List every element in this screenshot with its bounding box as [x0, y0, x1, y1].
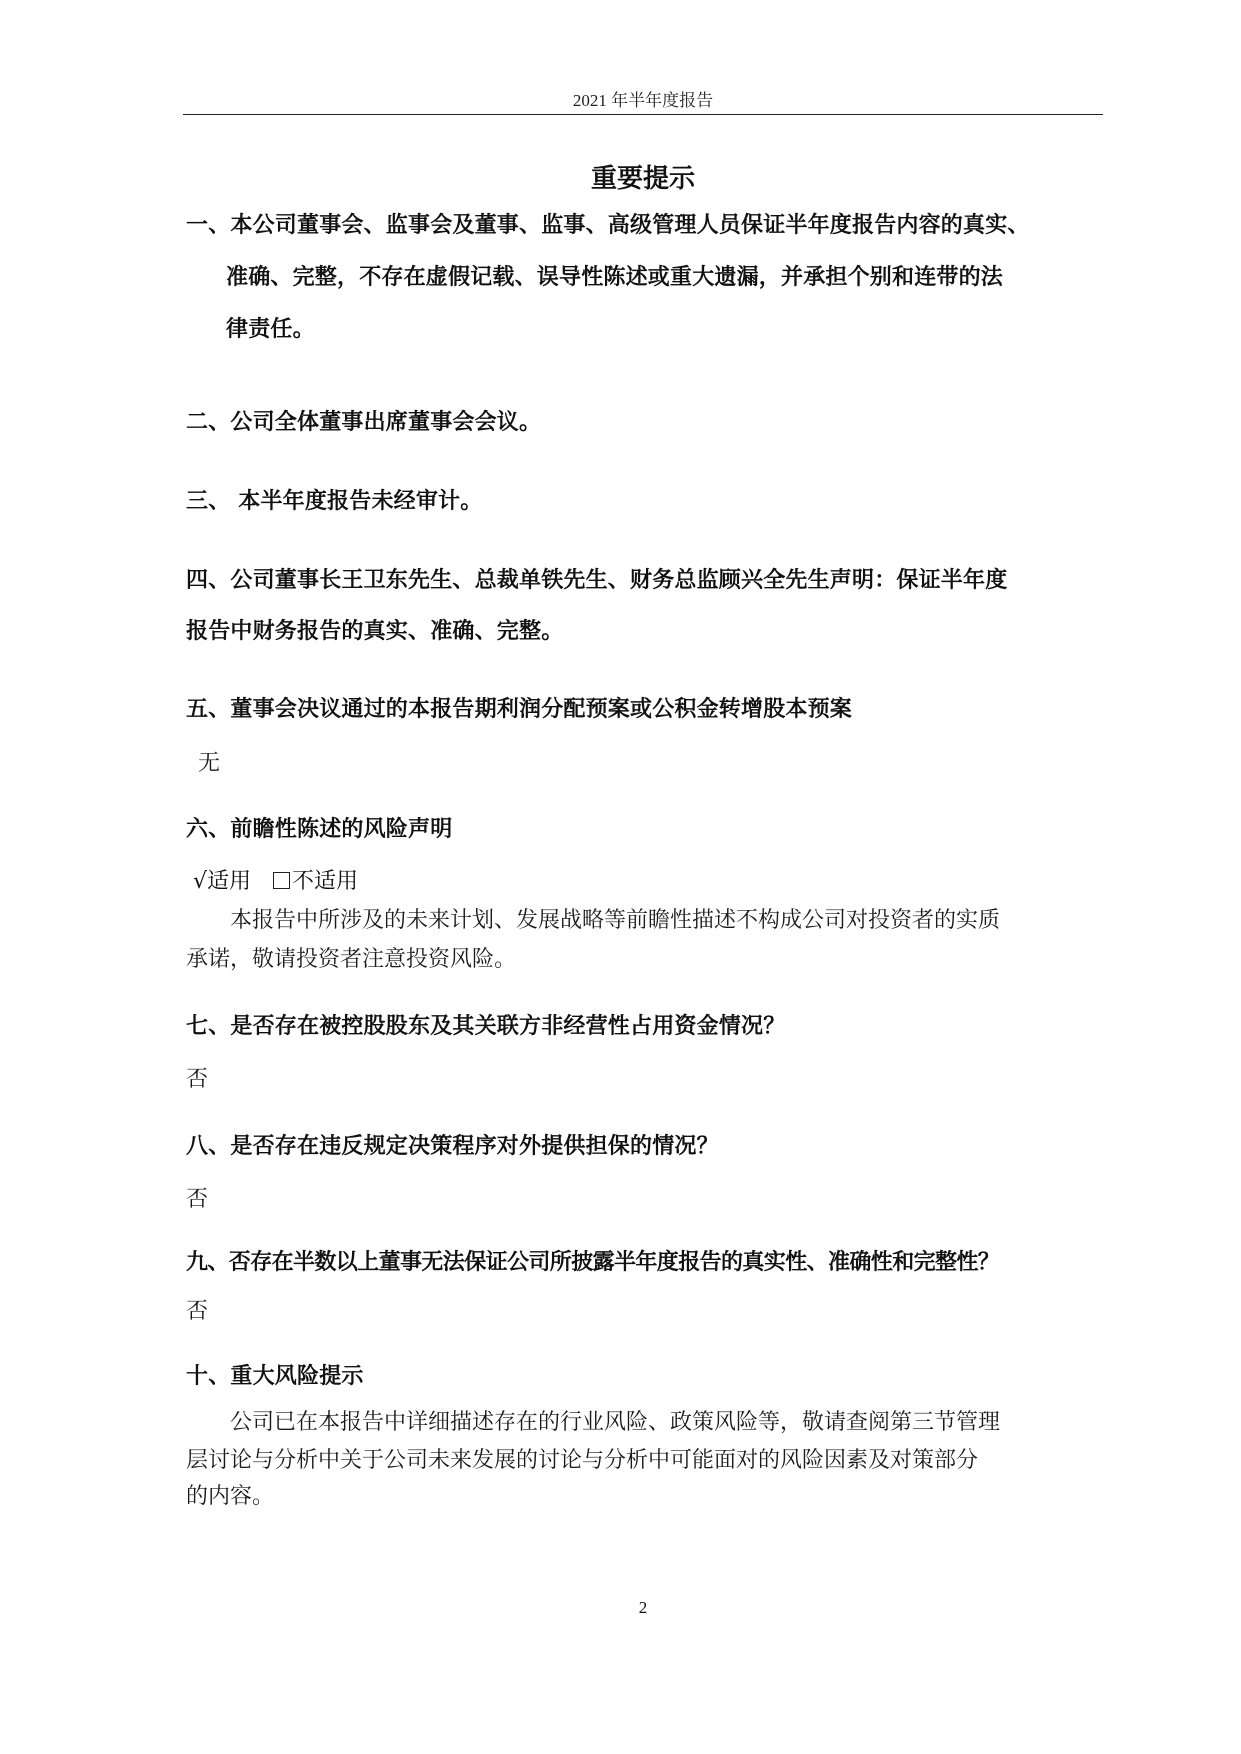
s1-line-3: 律责任。 [226, 317, 315, 342]
header-title: 2021 年半年度报告 [572, 91, 714, 110]
s3-heading: 三、 本半年度报告未经审计。 [186, 489, 483, 514]
not-applicable-label: 不适用 [292, 869, 359, 894]
s7-answer: 否 [186, 1067, 209, 1092]
applicable-label: 适用 [207, 869, 252, 894]
s10-heading: 十、重大风险提示 [186, 1364, 364, 1389]
page-number: 2 [638, 1598, 648, 1617]
s10-text-line-2: 层讨论与分析中关于公司未来发展的讨论与分析中可能面对的风险因素及对策部分 [186, 1448, 979, 1473]
s4-line-1: 四、公司董事长王卫东先生、总裁单铁先生、财务总监顾兴全先生声明：保证半年度 [186, 568, 1008, 593]
s1-line-2: 准确、完整，不存在虚假记载、误导性陈述或重大遗漏，并承担个别和连带的法 [226, 265, 1004, 290]
s9-answer: 否 [186, 1299, 209, 1324]
applicability-options [193, 864, 358, 895]
s5-heading: 五、董事会决议通过的本报告期利润分配预案或公积金转增股本预案 [186, 697, 853, 722]
s4-line-2: 报告中财务报告的真实、准确、完整。 [186, 619, 564, 644]
s10-text-line-1: 公司已在本报告中详细描述存在的行业风险、政策风险等，敬请查阅第三节管理 [230, 1410, 1001, 1435]
s5-answer: 无 [198, 751, 221, 776]
s6-heading: 六、前瞻性陈述的风险声明 [186, 817, 453, 842]
checkmark-icon: √ [193, 869, 208, 894]
s10-text-line-3: 的内容。 [186, 1484, 275, 1509]
s8-heading: 八、是否存在违反规定决策程序对外提供担保的情况？ [186, 1134, 719, 1159]
header-rule [183, 114, 1103, 115]
s1-line-1: 一、本公司董事会、监事会及董事、监事、高级管理人员保证半年度报告内容的真实、 [186, 213, 1030, 238]
s8-answer: 否 [186, 1187, 209, 1212]
s2-heading: 二、公司全体董事出席董事会会议。 [186, 410, 542, 435]
unchecked-box-icon [273, 872, 290, 889]
s7-heading: 七、是否存在被控股股东及其关联方非经营性占用资金情况？ [186, 1014, 786, 1039]
page-title: 重要提示 [590, 164, 695, 194]
s6-text-line-1: 本报告中所涉及的未来计划、发展战略等前瞻性描述不构成公司对投资者的实质 [230, 908, 1001, 933]
s9-heading: 九、否存在半数以上董事无法保证公司所披露半年度报告的真实性、准确性和完整性？ [186, 1250, 1000, 1275]
s6-text-line-2: 承诺，敬请投资者注意投资风险。 [186, 947, 517, 972]
